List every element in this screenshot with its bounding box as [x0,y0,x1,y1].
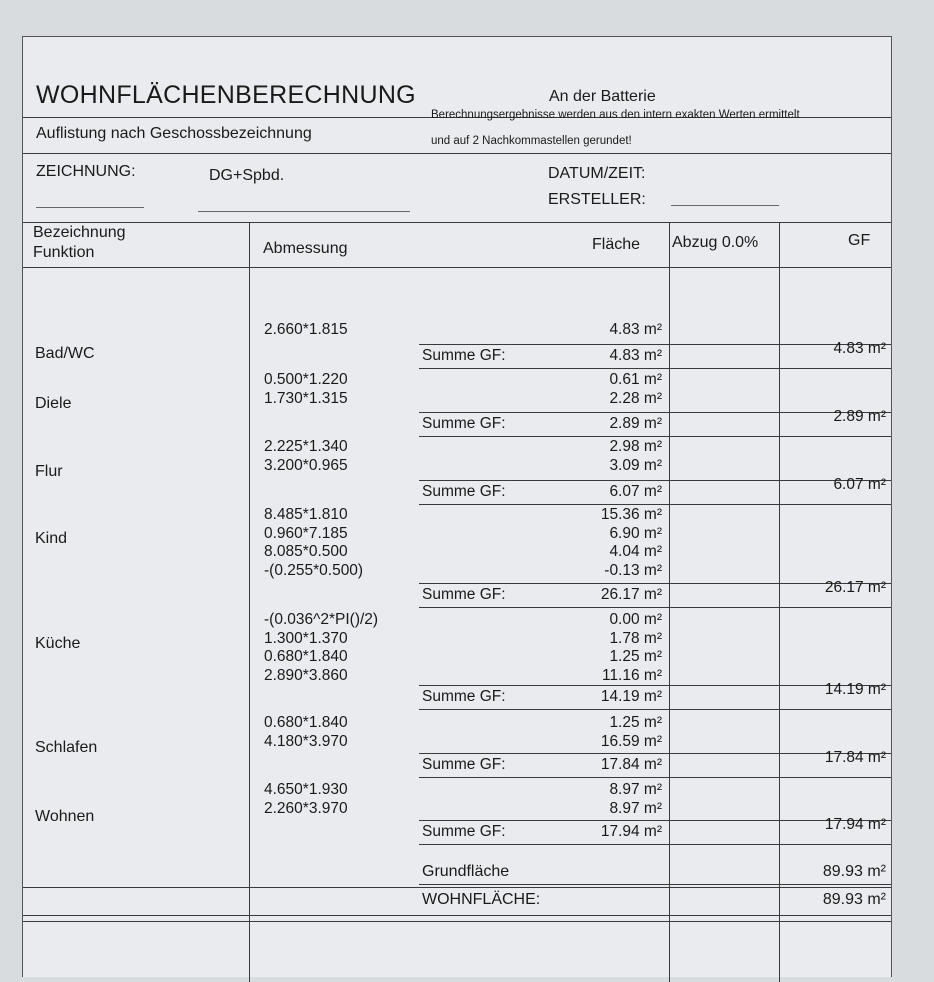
dimension-formula: 8.485*1.810 [264,506,348,523]
area-value: -0.13 m² [604,561,662,579]
author-underline [671,205,779,206]
room-name: Diele [35,395,72,412]
col-header-deduction: Abzug 0.0% [672,234,759,251]
sum-divider [419,777,891,778]
gf-value: 14.19 m² [824,681,886,698]
divider [23,915,891,916]
dimension-formula: 2.225*1.340 [264,438,348,455]
sum-label: Summe GF: [422,347,506,364]
divider [23,887,891,888]
column-line [669,222,670,982]
gf-value: 17.84 m² [824,749,886,766]
gf-value: 2.89 m² [833,408,886,425]
room-name: Wohnen [35,808,95,825]
area-value: 15.36 m² [600,506,662,523]
area-value: 0.61 m² [609,371,662,388]
ground-area-value: 89.93 m² [822,863,886,880]
area-value: 1.25 m² [609,714,662,731]
area-value: 3.09 m² [609,456,662,474]
area-value: 1.78 m² [609,629,662,647]
area-value: 1.25 m² [609,648,662,665]
sum-value: 17.84 m² [600,756,662,773]
header-divider [23,267,891,268]
blank-underline [36,207,144,208]
rounding-note-1: Berechnungsergebnisse werden aus den intern exakten Werten ermittelt [431,109,800,121]
col-header-name: Bezeichnung Funktion [33,224,126,261]
dimension-formula: 0.960*7.185 [264,524,348,542]
area-value: 11.16 m² [601,666,662,684]
room-name: Bad/WC [35,345,95,362]
divider [23,921,891,922]
sum-label: Summe GF: [422,483,506,500]
area-value: 2.28 m² [609,389,662,407]
blank-underline [198,211,410,212]
area-value: 0.00 m² [609,611,662,628]
col-header-gf: GF [848,232,871,249]
column-line [249,222,250,982]
divider [23,222,891,223]
sum-divider [419,709,891,710]
dimension-formula: 0.500*1.220 [264,371,348,388]
sum-label: Summe GF: [422,756,506,773]
area-value: 6.90 m² [609,524,662,542]
dimension-formula: 1.730*1.315 [264,389,348,407]
living-area-label: WOHNFLÄCHE: [422,891,541,908]
sum-divider [419,436,891,437]
sum-divider [419,368,891,369]
gf-value: 4.83 m² [833,340,886,357]
sum-label: Summe GF: [422,823,506,840]
sum-value: 2.89 m² [609,415,662,432]
area-value: 8.97 m² [609,781,662,798]
col-header-area: Fläche [592,236,641,253]
sum-label: Summe GF: [422,415,506,432]
sum-divider [419,607,891,608]
dimension-formula: 1.300*1.370 [264,629,348,647]
area-value: 8.97 m² [609,799,662,817]
gf-value: 17.94 m² [824,816,886,833]
listing-subtitle: Auflistung nach Geschossbezeichnung [36,125,312,142]
sum-value: 6.07 m² [609,483,662,500]
drawing-label: ZEICHNUNG: [36,163,136,180]
gf-value: 26.17 m² [824,579,886,596]
rounding-note-2: und auf 2 Nachkommastellen gerundet! [431,135,632,147]
room-name: Küche [35,635,81,652]
dimension-formula: 4.180*3.970 [264,732,348,750]
area-value: 4.04 m² [609,543,662,560]
divider [23,153,891,154]
author-label: ERSTELLER: [548,191,646,208]
dimension-formula: 2.890*3.860 [264,666,348,684]
living-area-value: 89.93 m² [822,891,886,908]
gf-value: 6.07 m² [833,476,886,493]
date-label: DATUM/ZEIT: [548,165,646,182]
dimension-formula: 2.660*1.815 [264,321,348,338]
dimension-formula: 0.680*1.840 [264,648,348,665]
sum-divider [419,504,891,505]
dimension-formula: 0.680*1.840 [264,714,348,731]
sum-value: 26.17 m² [600,586,662,603]
room-name: Schlafen [35,739,98,756]
dimension-formula: -(0.036^2*PI()/2) [264,611,379,628]
sum-divider [419,844,891,845]
area-value: 4.83 m² [609,321,662,338]
dimension-formula: 3.200*0.965 [264,456,348,474]
area-value: 16.59 m² [600,732,662,750]
document-title: WOHNFLÄCHENBERECHNUNG [36,81,416,109]
room-name: Kind [35,530,68,547]
sum-label: Summe GF: [422,586,506,603]
sum-value: 14.19 m² [600,688,662,705]
sum-value: 4.83 m² [609,347,662,364]
sum-label: Summe GF: [422,688,506,705]
sum-value: 17.94 m² [600,823,662,840]
area-value: 2.98 m² [609,438,662,455]
dimension-formula: 2.260*3.970 [264,799,348,817]
room-name: Flur [35,463,63,480]
dimension-formula: 4.650*1.930 [264,781,348,798]
dimension-formula: -(0.255*0.500) [264,561,364,579]
drawing-value: DG+Spbd. [209,167,285,184]
ground-area-label: Grundfläche [422,863,510,880]
divider [419,884,891,885]
project-name: An der Batterie [549,88,656,105]
dimension-formula: 8.085*0.500 [264,543,348,560]
calculation-sheet [22,36,892,977]
col-header-dimension: Abmessung [263,240,348,257]
